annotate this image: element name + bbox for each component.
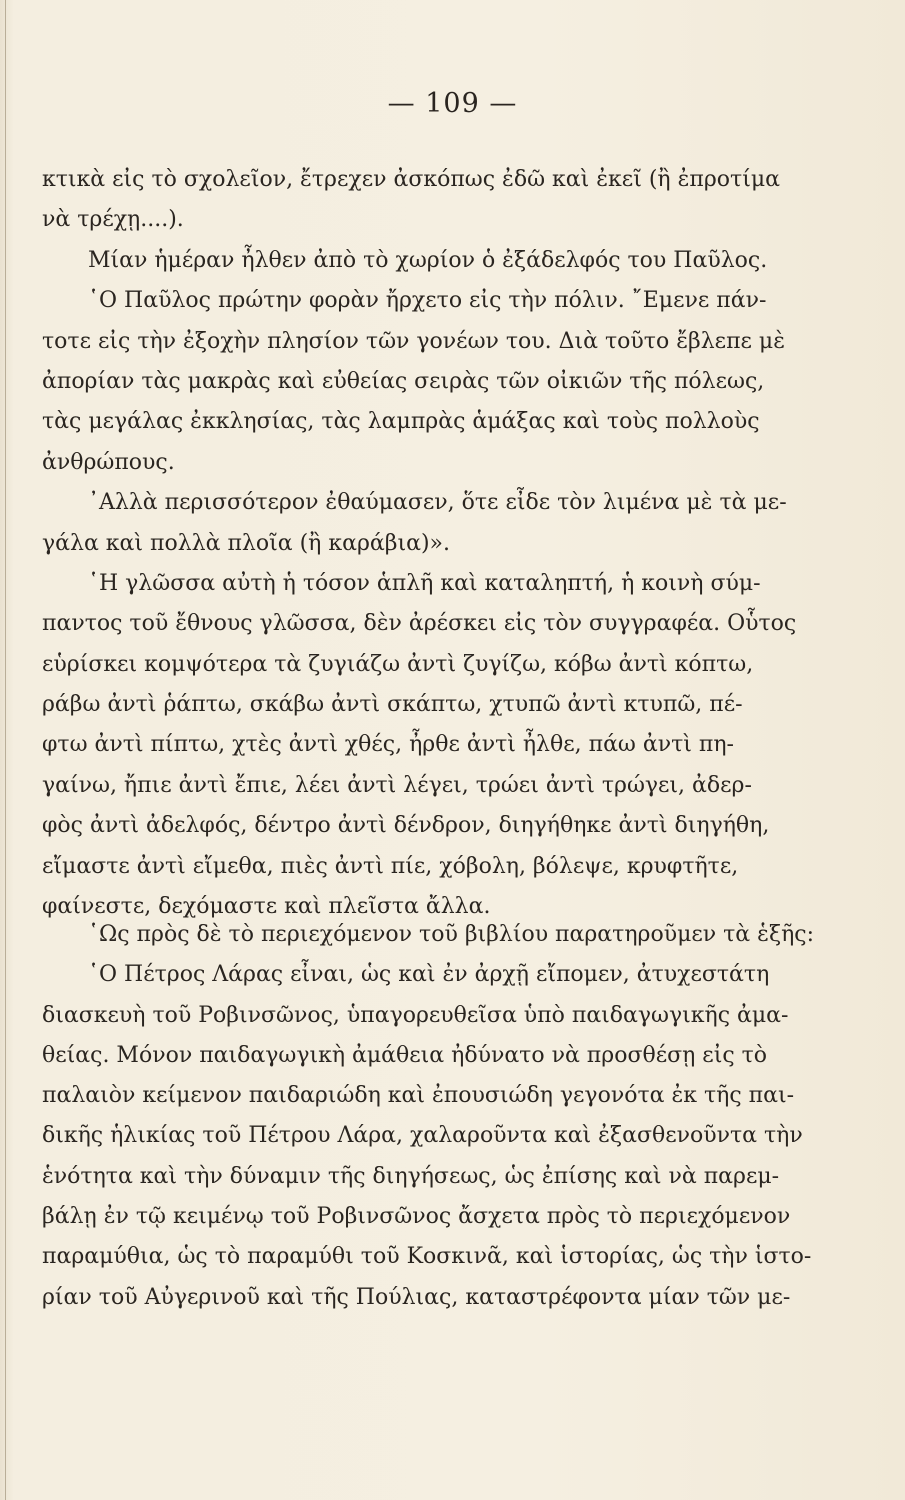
text-line: φὸς ἀντὶ ἀδελφός, δέντρο ἀντὶ δένδρον, διηγήθηκε ἀντὶ διηγήθη, (42, 813, 770, 839)
text-line: τὰς μεγάλας ἐκκλησίας, τὰς λαμπρὰς ἁμάξας καὶ τοὺς πολλοὺς (42, 409, 760, 435)
text-line: τοτε εἰς τὴν ἐξοχὴν πλησίον τῶν γονέων του. Διὰ τοῦτο ἔβλεπε μὲ (42, 328, 786, 354)
text-line: παντος τοῦ ἔθνους γλῶσσα, δὲν ἀρέσκει εἰς τὸν συγγραφέα. Οὗτος (42, 611, 797, 637)
text-line: θείας. Μόνον παιδαγωγικὴ ἀμάθεια ἠδύνατο νὰ προσθέσῃ εἰς τὸ (42, 1042, 768, 1068)
text-line: ῾Ο Παῦλος πρώτην φορὰν ἤρχετο εἰς τὴν πόλιν. ῎Εμενε πάν- (88, 288, 767, 314)
text-line: φτω ἀντὶ πίπτω, χτὲς ἀντὶ χθές, ἦρθε ἀντὶ ἦλθε, πάω ἀντὶ πη- (42, 732, 734, 758)
binding-edge (5, 0, 6, 1500)
page-number: — 109 — (387, 88, 518, 119)
text-line: γάλα καὶ πολλὰ πλοῖα (ἢ καράβια)». (42, 530, 450, 556)
text-block-bottom (42, 915, 842, 1318)
text-line: εὑρίσκει κομψότερα τὰ ζυγιάζω ἀντὶ ζυγίζω, κόβω ἀντὶ κόπτω, (42, 651, 754, 677)
text-line: ράβω ἀντὶ ῥάπτω, σκάβω ἀντὶ σκάπτω, χτυπῶ ἀντὶ κτυπῶ, πέ- (42, 692, 743, 718)
text-line: δικῆς ἡλικίας τοῦ Πέτρου Λάρα, χαλαροῦντα καὶ ἐξασθενοῦντα τὴν (42, 1123, 803, 1149)
text-line: ρίαν τοῦ Αὐγερινοῦ καὶ τῆς Πούλιας, καταστρέφοντα μίαν τῶν με- (42, 1284, 791, 1310)
text-line: γαίνω, ἤπιε ἀντὶ ἔπιε, λέει ἀντὶ λέγει, τρώει ἀντὶ τρώγει, ἀδερ- (42, 772, 752, 798)
text-line: ἀπορίαν τὰς μακρὰς καὶ εὐθείας σειρὰς τῶν οἰκιῶν τῆς πόλεως, (42, 368, 765, 394)
text-line: βάλῃ ἐν τῷ κειμένῳ τοῦ Ροβινσῶνος ἄσχετα πρὸς τὸ περιεχόμενον (42, 1204, 791, 1230)
text-line: ῾Ως πρὸς δὲ τὸ περιεχόμενον τοῦ βιβλίου παρατηροῦμεν τὰ ἑξῆς: (88, 922, 814, 947)
text-line: παλαιὸν κείμενον παιδαριώδη καὶ ἐπουσιώδη γεγονότα ἐκ τῆς παι- (42, 1083, 795, 1109)
text-line: ῾Ο Πέτρος Λάρας εἶναι, ὡς καὶ ἐν ἀρχῇ εἴπομεν, ἀτυχεστάτη (88, 962, 770, 988)
text-line: ἑνότητα καὶ τὴν δύναμιν τῆς διηγήσεως, ὡς ἐπίσης καὶ νὰ παρεμ- (42, 1163, 780, 1189)
text-line: Μίαν ἡμέραν ἦλθεν ἀπὸ τὸ χωρίον ὁ ἐξάδελφός του Παῦλος. (88, 247, 768, 273)
text-line: φαίνεστε, δεχόμαστε καὶ πλεῖστα ἄλλα. (42, 894, 491, 920)
text-line: διασκευὴ τοῦ Ροβινσῶνος, ὑπαγορευθεῖσα ὑπὸ παιδαγωγικῆς ἀμα- (42, 1002, 789, 1028)
text-block-top (42, 160, 842, 927)
text-line: ῾Η γλῶσσα αὐτὴ ἡ τόσον ἁπλῆ καὶ καταληπτή, ἡ κοινὴ σύμ- (88, 570, 761, 596)
text-line: ᾿Αλλὰ περισσότερον ἐθαύμασεν, ὅτε εἶδε τὸν λιμένα μὲ τὰ με- (88, 490, 787, 516)
text-line: κτικὰ εἰς τὸ σχολεῖον, ἔτρεχεν ἀσκόπως ἐδῶ καὶ ἐκεῖ (ἢ ἐπροτίμα (42, 167, 780, 192)
text-line: ἀνθρώπους. (42, 449, 175, 475)
text-line: νὰ τρέχῃ....). (42, 207, 184, 233)
text-line: παραμύθια, ὡς τὸ παραμύθι τοῦ Κοσκινᾶ, καὶ ἱστορίας, ὡς τὴν ἱστο- (42, 1244, 812, 1270)
text-line: εἴμαστε ἀντὶ εἴμεθα, πιὲς ἀντὶ πίε, χόβολη, βόλεψε, κρυφτῆτε, (42, 853, 739, 879)
